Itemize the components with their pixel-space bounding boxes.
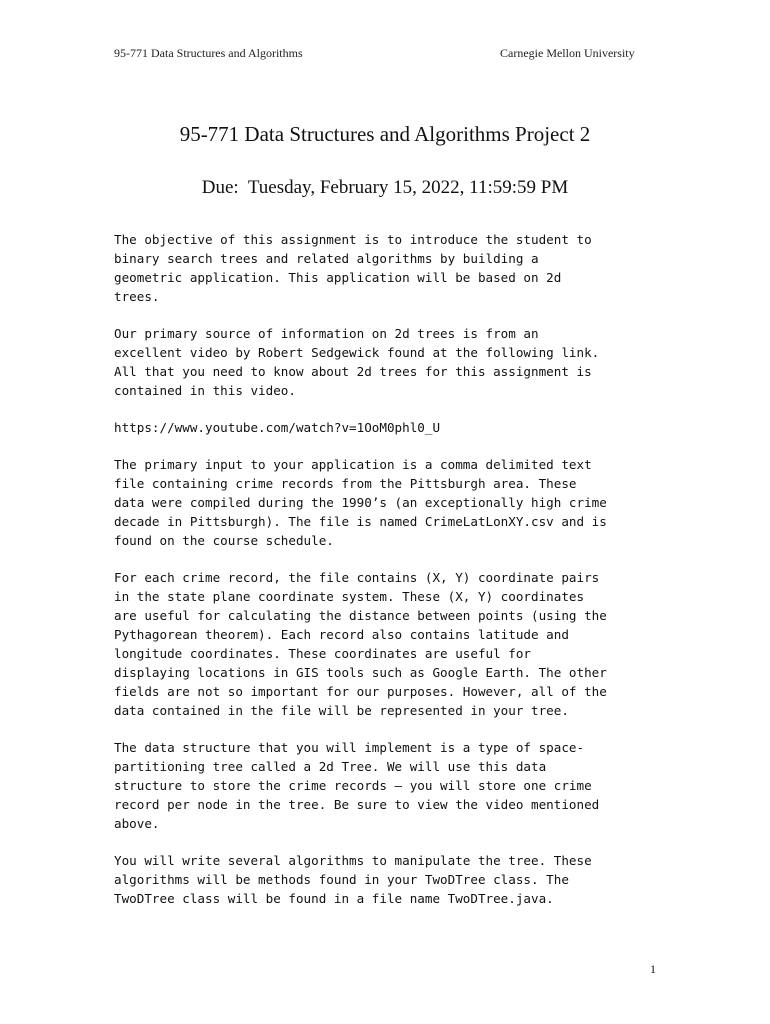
text-line: longitude coordinates. These coordinates are useful for [114, 646, 532, 661]
text-line: Pythagorean theorem). Each record also contains latitude and [114, 627, 569, 642]
text-line: The data structure that you will implement is a type of space- [114, 740, 585, 755]
text-line: structure to store the crime records – you will store one crime [114, 778, 592, 793]
paragraph-algorithms [114, 851, 674, 908]
video-link[interactable]: https://www.youtube.com/watch?v=1OoM0phl0_U [114, 420, 441, 435]
text-line: For each crime record, the file contains (X, Y) coordinate pairs [114, 570, 600, 585]
paragraph-data-structure [114, 738, 674, 833]
text-line: partitioning tree called a 2d Tree. We will use this data [114, 759, 547, 774]
text-line: excellent video by Robert Sedgewick found at the following link. [114, 345, 600, 360]
page-number: 1 [650, 962, 656, 976]
text-line: The primary input to your application is a comma delimited text [114, 457, 592, 472]
paragraph-source [114, 324, 674, 400]
text-line: file containing crime records from the Pittsburgh area. These [114, 476, 577, 491]
text-line: fields are not so important for our purposes. However, all of the [114, 684, 607, 699]
text-line: decade in Pittsburgh). The file is named CrimeLatLonXY.csv and is [114, 514, 607, 529]
paragraph-coordinates [114, 568, 674, 720]
paragraph-link [114, 418, 674, 437]
page-title: 95-771 Data Structures and Algorithms Project 2 [179, 122, 591, 146]
text-line: You will write several algorithms to manipulate the tree. These [114, 853, 592, 868]
text-line: found on the course schedule. [114, 533, 334, 548]
text-line: contained in this video. [114, 383, 296, 398]
text-line: above. [114, 816, 160, 831]
text-line: algorithms will be methods found in your TwoDTree class. The [114, 872, 569, 887]
paragraph-input [114, 455, 674, 550]
text-line: are useful for calculating the distance between points (using the [114, 608, 607, 623]
text-line: TwoDTree class will be found in a file name TwoDTree.java. [114, 891, 554, 906]
text-line: record per node in the tree. Be sure to view the video mentioned [114, 797, 600, 812]
text-line: displaying locations in GIS tools such as Google Earth. The other [114, 665, 607, 680]
text-line: data contained in the file will be represented in your tree. [114, 703, 569, 718]
paragraph-objective [114, 230, 674, 306]
text-line: All that you need to know about 2d trees for this assignment is [114, 364, 592, 379]
due-date: Due: Tuesday, February 15, 2022, 11:59:59 PM [201, 177, 569, 198]
header-university: Carnegie Mellon University [500, 46, 635, 60]
text-line: geometric application. This application will be based on 2d [114, 270, 562, 285]
text-line: in the state plane coordinate system. These (X, Y) coordinates [114, 589, 585, 604]
text-line: Our primary source of information on 2d trees is from an [114, 326, 539, 341]
text-line: data were compiled during the 1990’s (an exceptionally high crime [114, 495, 607, 510]
text-line: trees. [114, 289, 160, 304]
text-line: binary search trees and related algorithms by building a [114, 251, 539, 266]
body-text [114, 230, 674, 926]
text-line: The objective of this assignment is to introduce the student to [114, 232, 592, 247]
header-course: 95-771 Data Structures and Algorithms [114, 46, 303, 60]
